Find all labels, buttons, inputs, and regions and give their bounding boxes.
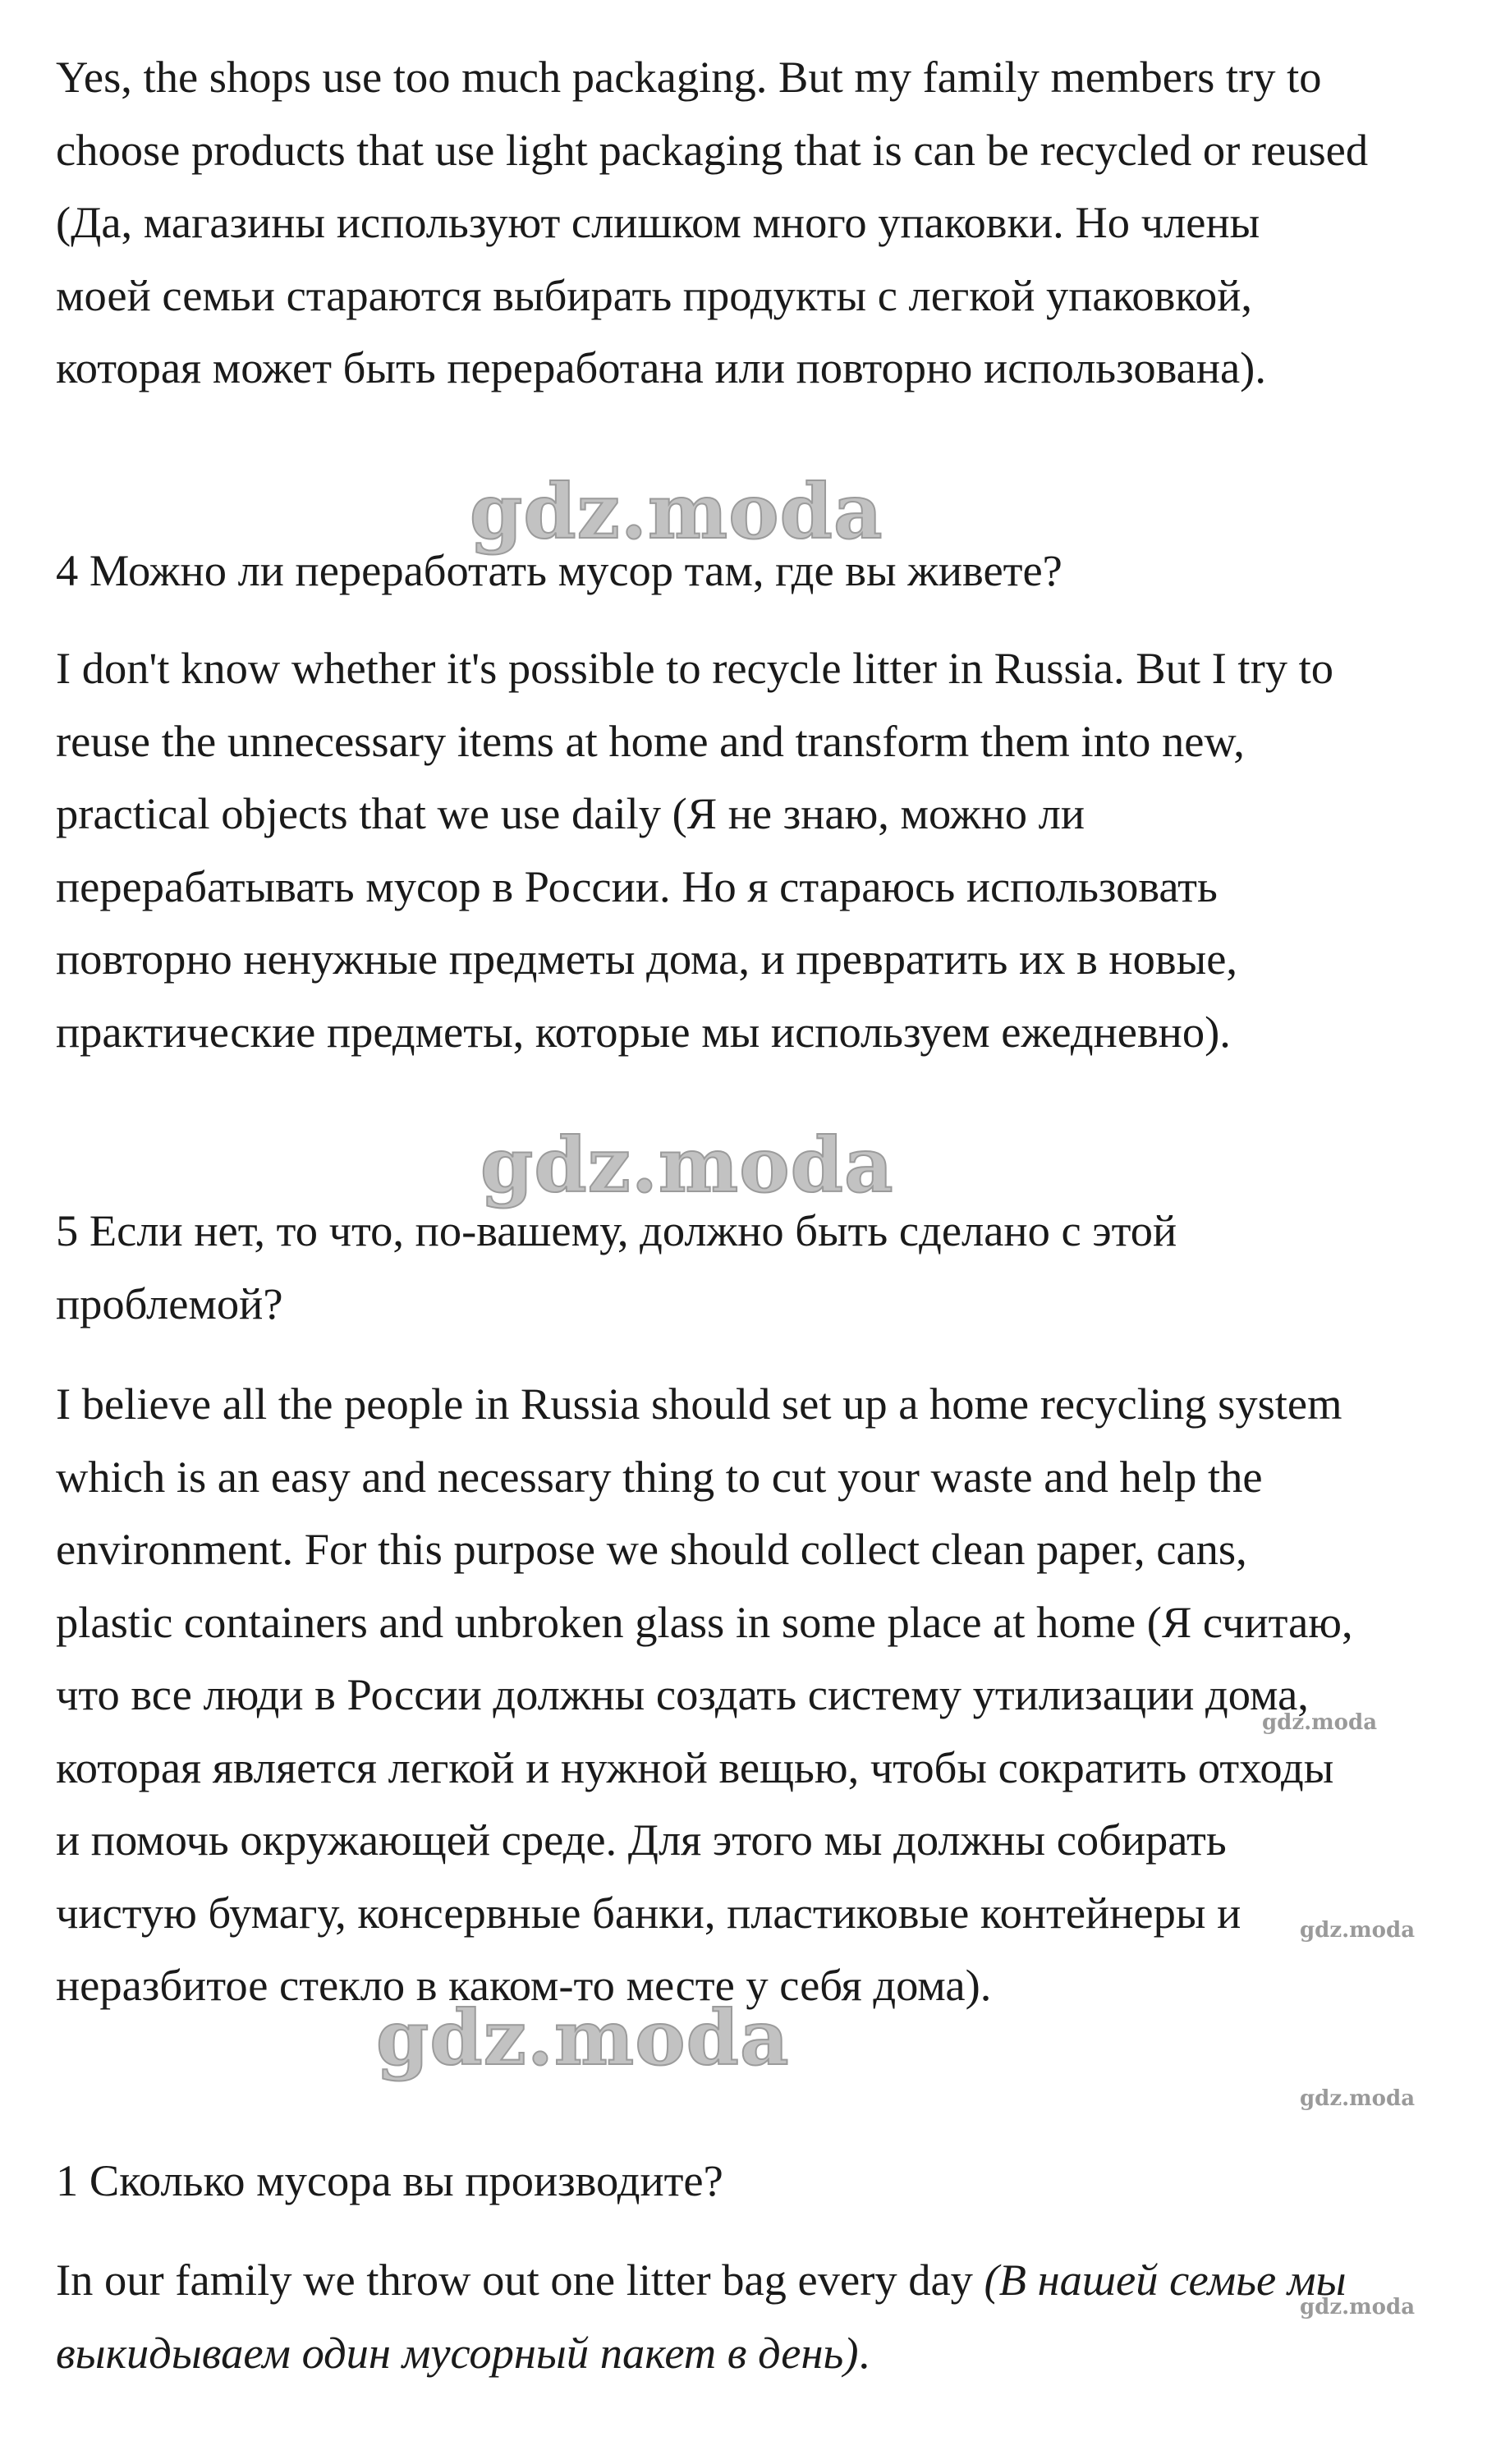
question-4 [56, 535, 1472, 608]
watermark-small: gdz.moda [1300, 2295, 1416, 2319]
watermark-logo: gdz.moda [480, 1121, 894, 1209]
answer-1-translation: (В нашей семье мы [984, 2255, 1347, 2305]
answer-5-paragraph [56, 1368, 1472, 2022]
answer-4-line: I don't know whether it's possible to recycle litter in Russia. But I try to [56, 643, 1333, 693]
question-5 [56, 1195, 1472, 1340]
answer-5-line: environment. For this purpose we should collect clean paper, cans, [56, 1524, 1247, 1574]
answer-4-paragraph [56, 632, 1472, 1068]
answer-1-english: In our family we throw out one litter bag every day [56, 2255, 984, 2305]
answer-4-line: reuse the unnecessary items at home and transform them into new, [56, 715, 1245, 766]
answer-3-line: Yes, the shops use too much packaging. But my family members try to [56, 52, 1322, 102]
answer-5-line: что все люди в России должны создать систему утилизации дома, [56, 1669, 1309, 1719]
question-1 [56, 2145, 1472, 2218]
answer-5-line: which is an easy and necessary thing to cut your waste and help the [56, 1451, 1263, 1502]
question-1-text: 1 Сколько мусора вы производите? [56, 2155, 723, 2205]
answer-5-line: и помочь окружающей среде. Для этого мы должны собирать [56, 1815, 1227, 1865]
watermark-small: gdz.moda [1300, 1918, 1416, 1943]
watermark-small: gdz.moda [1300, 2086, 1416, 2111]
answer-1-line [56, 2317, 1472, 2390]
answer-1-paragraph [56, 2244, 1472, 2389]
answer-1-translation: выкидываем один мусорный пакет в день) [56, 2327, 859, 2378]
watermark-logo: gdz.moda [470, 467, 883, 556]
answer-3-paragraph [56, 41, 1472, 405]
answer-4-line: перерабатывать мусор в России. Но я стараюсь использовать [56, 860, 1218, 911]
question-4-text: 4 Можно ли переработать мусор там, где вы живете? [56, 545, 1062, 595]
answer-3-line: choose products that use light packaging that is can be recycled or reused [56, 124, 1369, 175]
answer-5-line: чистую бумагу, консервные банки, пластиковые контейнеры и [56, 1887, 1241, 1938]
answer-3-line: моей семьи стараются выбирать продукты с легкой упаковкой, [56, 269, 1253, 320]
answer-4-line: повторно ненужные предметы дома, и превратить их в новые, [56, 934, 1238, 984]
answer-4-line: практические предметы, которые мы используем ежедневно). [56, 1006, 1231, 1057]
watermark-small: gdz.moda [1262, 1710, 1378, 1735]
answer-5-line: которая является легкой и нужной вещью, чтобы сократить отходы [56, 1741, 1334, 1792]
question-5-line: проблемой? [56, 1278, 283, 1328]
answer-3-line: которая может быть переработана или повторно использована). [56, 342, 1266, 392]
answer-5-line: неразбитое стекло в каком-то месте у себя дома). [56, 1960, 992, 2010]
answer-1-period: . [858, 2327, 870, 2378]
answer-1-line [56, 2244, 1472, 2317]
question-5-line: 5 Если нет, то что, по-вашему, должно быть сделано с этой [56, 1205, 1177, 1255]
answer-5-line: I believe all the people in Russia should set up a home recycling system [56, 1379, 1342, 1429]
answer-3-line: (Да, магазины используют слишком много упаковки. Но члены [56, 197, 1260, 247]
watermark-logo: gdz.moda [376, 1994, 790, 2082]
answer-4-line: practical objects that we use daily (Я не знаю, можно ли [56, 788, 1085, 838]
answer-5-line: plastic containers and unbroken glass in some place at home (Я считаю, [56, 1596, 1353, 1647]
